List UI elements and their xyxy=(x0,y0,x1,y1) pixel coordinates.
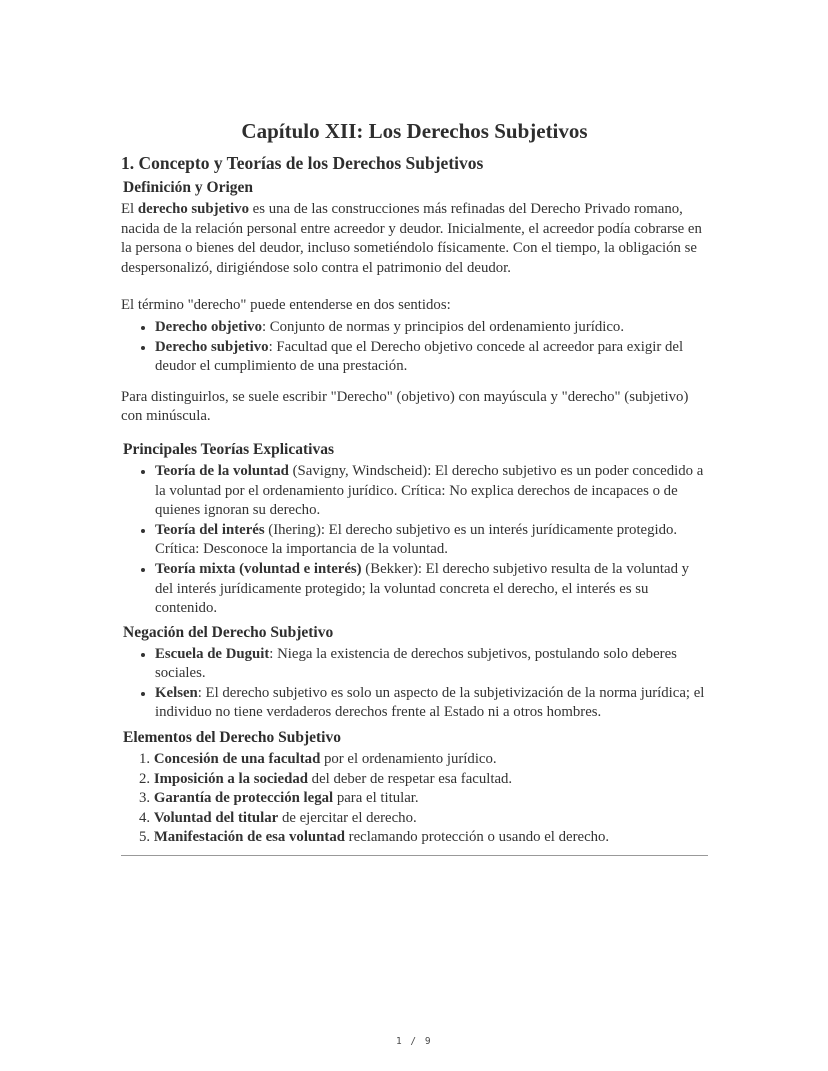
term-description: : Conjunto de normas y principios del ordenamiento jurídico. xyxy=(261,318,625,335)
term-label: Imposición a la sociedad xyxy=(153,770,308,787)
page-number-indicator: 1 / 9 xyxy=(395,1036,433,1047)
subheading-negacion: Negación del Derecho Subjetivo xyxy=(123,623,334,641)
subheading-elementos: Elementos del Derecho Subjetivo xyxy=(123,729,341,747)
term-description: de ejercitar el derecho. xyxy=(278,809,417,826)
list-item xyxy=(139,750,708,770)
term-label: Derecho objetivo xyxy=(155,318,262,335)
list-sentidos xyxy=(121,318,708,377)
paragraph-origen xyxy=(121,200,708,278)
list-elementos xyxy=(121,750,708,848)
list-item xyxy=(155,521,708,560)
term-label: Teoría de la voluntad xyxy=(155,462,289,479)
term-description: reclamando protección o usando el derecho. xyxy=(344,829,610,846)
term-label: Escuela de Duguit xyxy=(155,645,270,662)
section-heading: 1. Concepto y Teorías de los Derechos Subjetivos xyxy=(121,153,484,173)
item-number: 5. xyxy=(139,829,151,846)
list-item xyxy=(155,318,708,338)
document-content xyxy=(121,0,708,856)
item-number: 1. xyxy=(139,751,151,768)
term-label: Manifestación de esa voluntad xyxy=(153,829,345,846)
term-description: (Ihering): El derecho subjetivo es un interés jurídicamente protegido. Crítica: Desconoce la importancia de la voluntad. xyxy=(155,521,678,558)
list-item xyxy=(139,828,708,848)
term-description: (Bekker): El derecho subjetivo resulta de la voluntad y del interés jurídicamente protegido; la voluntad concreta el derecho, el interés es su contenido. xyxy=(155,560,690,617)
term-derecho-subjetivo: derecho subjetivo xyxy=(137,201,249,217)
term-description: por el ordenamiento jurídico. xyxy=(320,751,497,768)
list-teorias xyxy=(121,462,708,619)
term-description: : Facultad que el Derecho objetivo concede al acreedor para exigir del deudor el cumplimiento de una prestación. xyxy=(155,338,684,375)
term-description: : El derecho subjetivo es solo un aspecto de la subjetivización de la norma jurídica; el individuo no tiene verdaderos derechos frente al Estado ni a otros hombres. xyxy=(155,684,705,721)
subheading-definicion-origen: Definición y Origen xyxy=(123,179,254,196)
item-number: 3. xyxy=(139,790,151,807)
term-description: : Niega la existencia de derechos subjetivos, postulando solo deberes sociales. xyxy=(155,645,677,682)
term-label: Derecho subjetivo xyxy=(155,338,269,355)
list-item xyxy=(155,684,708,723)
item-number: 4. xyxy=(139,809,151,826)
list-item xyxy=(155,560,708,619)
list-negacion xyxy=(121,645,708,723)
paragraph-segment: es una de las construcciones más refinadas del Derecho Privado romano, nacida de la relación personal entre acreedor y deudor. Inicialmente, el acreedor podía cobrarse en la persona o bienes del deudor, incluso sometiéndolo físicamente. Con el tiempo, la obligación se despersonalizó, dirigiéndose solo contra el patrimonio del deudor. xyxy=(121,201,702,276)
term-description: del deber de respetar esa facultad. xyxy=(307,770,513,787)
section-divider xyxy=(121,855,708,856)
term-label: Garantía de protección legal xyxy=(153,790,334,807)
term-label: Concesión de una facultad xyxy=(153,751,321,768)
paragraph-segment: El xyxy=(121,201,138,217)
term-label: Kelsen xyxy=(155,684,198,701)
term-label: Teoría del interés xyxy=(155,521,265,538)
list-item xyxy=(155,462,708,521)
item-number: 2. xyxy=(139,770,151,787)
term-description: (Savigny, Windscheid): El derecho subjetivo es un poder concedido a la voluntad por el ordenamiento jurídico. Crítica: No explica derechos de incapaces o de quienes ignoran su derecho. xyxy=(155,462,704,519)
paragraph-distincion: Para distinguirlos, se suele escribir "Derecho" (objetivo) con mayúscula y "derecho" (subjetivo) con minúscula. xyxy=(121,388,689,425)
term-label: Teoría mixta (voluntad e interés) xyxy=(155,560,362,577)
list-item xyxy=(139,789,708,809)
list-item xyxy=(139,770,708,790)
subheading-teorias: Principales Teorías Explicativas xyxy=(123,440,334,458)
paragraph-dos-sentidos: El término "derecho" puede entenderse en dos sentidos: xyxy=(121,297,451,314)
page-title: Capítulo XII: Los Derechos Subjetivos xyxy=(241,119,588,143)
list-item xyxy=(155,645,708,684)
term-description: para el titular. xyxy=(333,790,419,807)
list-item xyxy=(139,809,708,829)
term-label: Voluntad del titular xyxy=(153,809,279,826)
list-item xyxy=(155,338,708,377)
